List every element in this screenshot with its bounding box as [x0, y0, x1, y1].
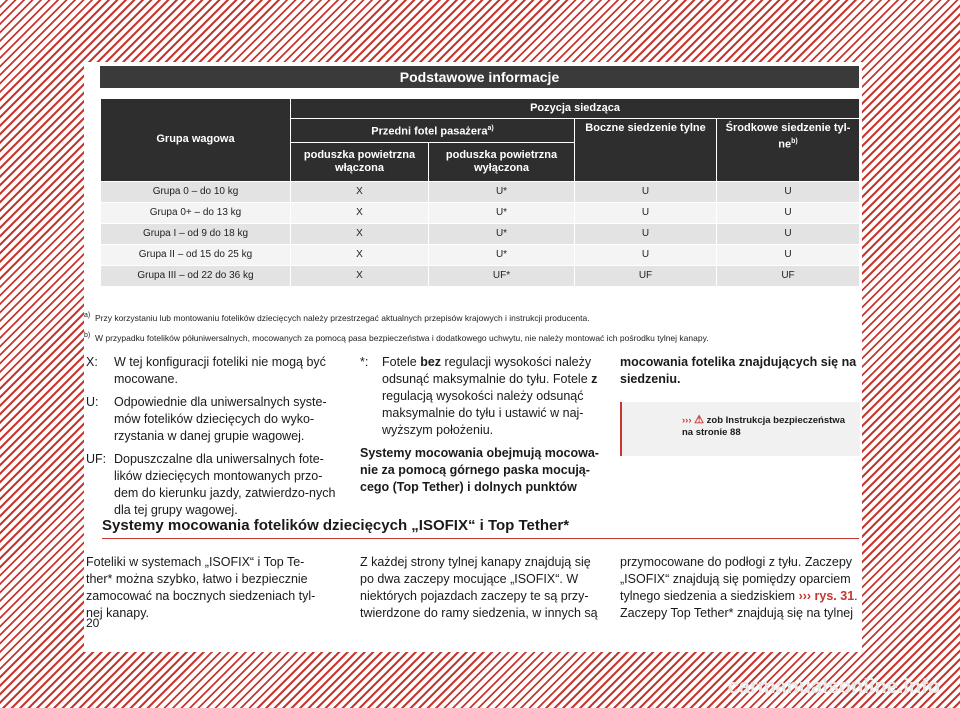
table-cell: Grupa II – od 15 do 25 kg [101, 244, 291, 265]
manual-page [84, 62, 862, 652]
th-middle-rear-label: Środkowe siedzenie tyl-ne [725, 122, 851, 151]
column-3 [620, 354, 860, 456]
table-cell: Grupa 0 – do 10 kg [101, 181, 291, 202]
body-col-3 [620, 554, 860, 622]
footnote-ref-b: b) [791, 138, 798, 145]
table-cell: U* [429, 223, 575, 244]
watermark: carmanualsonline.info [727, 676, 940, 698]
legend-text: Odpowiednie dla uniwersalnych syste-mów fotelików dziecięcych do wyko-rzystania w danej grupie wagowej. [114, 395, 327, 443]
th-airbag-off: poduszka powietrzna wyłączona [429, 142, 575, 181]
bold-paragraph-cont: mocowania fotelika znajdujących się na siedzeniu. [620, 355, 857, 386]
table-row [101, 223, 860, 244]
body-col-3-a: przymocowane do podłogi z tyłu. Zaczepy „ISOFIX“ znajdują się pomiędzy oparciem tylnego siedzenia a siedziskiem [620, 555, 853, 603]
child-seat-table [100, 98, 860, 287]
table-cell: U [575, 202, 717, 223]
body-col-2: Z każdej strony tylnej kanapy znajdują się po dwa zaczepy mocujące „ISOFIX“. W niektórych pojazdach zaczepy te są przy-twierdzone do ramy siedzenia, w innych są [360, 555, 598, 620]
section-title: Systemy mocowania fotelików dziecięcych „ISOFIX“ i Top Tether* [102, 517, 859, 539]
table-cell: U* [429, 244, 575, 265]
star-t1: Fotele [382, 355, 421, 369]
table-cell: X [291, 265, 429, 286]
table-cell: X [291, 244, 429, 265]
table-row [101, 181, 860, 202]
page-header: Podstawowe informacje [100, 66, 859, 88]
legend-item [86, 354, 346, 388]
legend-key: U: [86, 395, 99, 409]
legend [86, 354, 346, 525]
footnote-a-text: Przy korzystaniu lub montowaniu fotelików dziecięcych należy przestrzegać aktualnych przepisów krajowych i instrukcji producenta. [94, 312, 590, 323]
table-body [101, 181, 860, 286]
table-cell: Grupa III – od 22 do 36 kg [101, 265, 291, 286]
star-b2: z [591, 372, 598, 386]
figure-ref-link[interactable]: ››› rys. 31 [798, 589, 855, 603]
footnote-ref-a: a) [487, 125, 494, 132]
star-b1: bez [420, 355, 442, 369]
table-cell: X [291, 181, 429, 202]
table-cell: U [717, 244, 860, 265]
table-cell: Grupa 0+ – do 13 kg [101, 202, 291, 223]
table-cell: U [717, 181, 860, 202]
table-row [101, 202, 860, 223]
legend-key: UF: [86, 452, 107, 466]
th-middle-rear [717, 119, 860, 182]
footnote-b [84, 330, 860, 344]
th-front-seat-label: Przedni fotel pasażera [371, 125, 488, 138]
arrow-icon: ››› [682, 415, 692, 426]
legend-item [86, 451, 346, 519]
footnote-a [84, 310, 860, 324]
table-cell: U [575, 244, 717, 265]
page-number: 20 [86, 616, 100, 630]
table-cell: UF [717, 265, 860, 286]
table-row [101, 244, 860, 265]
star-text [382, 354, 600, 439]
legend-item [86, 394, 346, 445]
table-cell: U [575, 181, 717, 202]
th-seat-position: Pozycja siedząca [291, 99, 860, 119]
footnotes [84, 310, 860, 350]
table-cell: UF [575, 265, 717, 286]
table-cell: Grupa I – od 9 do 18 kg [101, 223, 291, 244]
th-airbag-on: poduszka powietrzna włączona [291, 142, 429, 181]
table-cell: U [717, 223, 860, 244]
th-weight-group: Grupa wagowa [101, 99, 291, 182]
legend-text: W tej konfiguracji foteliki nie mogą być mocowane. [114, 355, 326, 386]
th-side-rear: Boczne siedzenie tylne [575, 119, 717, 182]
table-cell: U* [429, 202, 575, 223]
table-cell: U* [429, 181, 575, 202]
star-key: *: [360, 355, 369, 369]
legend-key: X: [86, 355, 98, 369]
legend-text: Dopuszczalne dla uniwersalnych fote-lików dziecięcych montowanych przo-dem do kierunku jazdy, zatwierdzo-nych dla tej grupy wagowej. [114, 452, 336, 517]
warning-link[interactable]: zob Instrukcja bezpieczeństwa na stronie 88 [682, 415, 845, 438]
footnote-b-mark: b) [84, 331, 91, 339]
table-row [101, 265, 860, 286]
table-cell: U [717, 202, 860, 223]
footnote-a-mark: a) [84, 312, 91, 319]
warning-triangle-icon: ⚠ [694, 414, 705, 426]
table-cell: UF* [429, 265, 575, 286]
body-col-1: Foteliki w systemach „ISOFIX“ i Top Te-ther* można szybko, łatwo i bezpiecznie zamocować na bocznych siedzeniach tyl-nej kanapy. [86, 555, 316, 620]
bold-paragraph: Systemy mocowania obejmują mocowa-nie za pomocą górnego paska mocują-cego (Top Tether) i dolnych punktów [360, 446, 599, 494]
footnote-b-text: W przypadku fotelików półuniwersalnych, mocowanych za pomocą pasa bezpieczeństwa i dodatkowego uchwytu, nie należy montować ich pośrodku tylnej kanapy. [94, 332, 709, 343]
table-cell: X [291, 223, 429, 244]
warning-box [620, 402, 860, 456]
star-t2: regulacji wysokości należy odsunąć maksymalnie do tyłu. Fotele [382, 355, 592, 386]
star-t3: regulacją wysokości należy odsunąć maksymalnie do tyłu i ustawić w naj-wyższym położeniu. [382, 389, 584, 437]
table-cell: U [575, 223, 717, 244]
th-front-seat [291, 119, 575, 143]
table-cell: X [291, 202, 429, 223]
star-note [360, 354, 600, 439]
column-2 [360, 354, 600, 496]
body-col-3-b: . Zaczepy Top Tether* znajdują się na tylnej [620, 589, 858, 620]
